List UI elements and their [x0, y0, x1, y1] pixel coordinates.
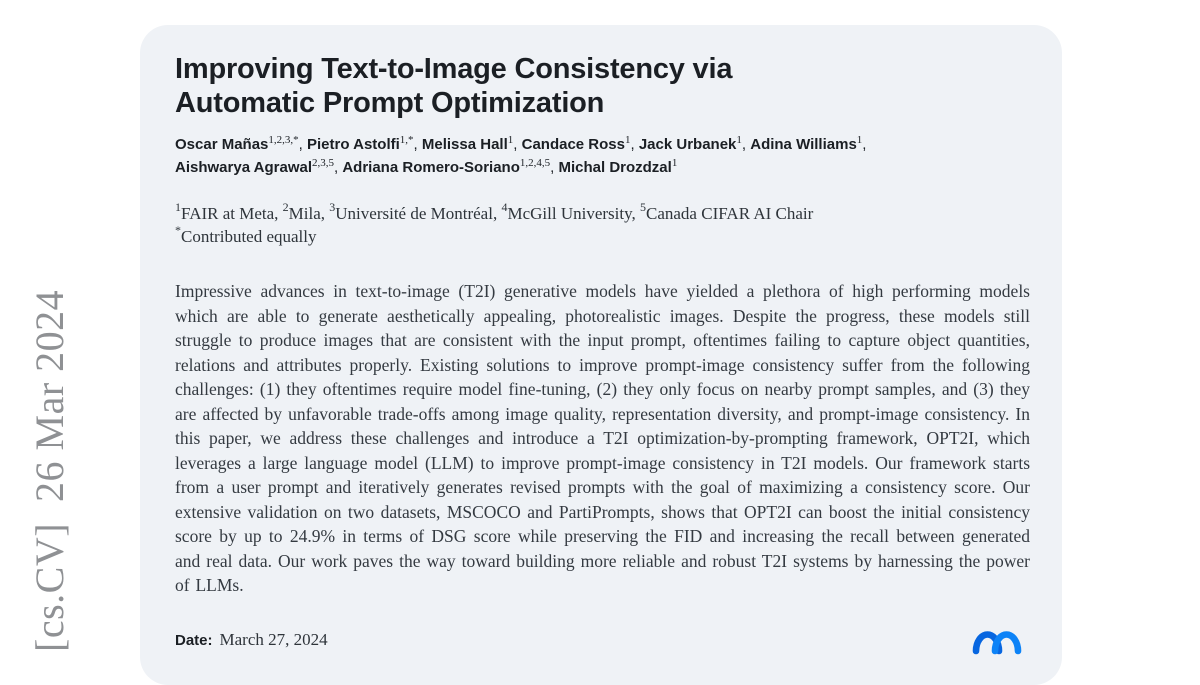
date-line [175, 630, 1030, 650]
author: Adina Williams$^1$, [750, 133, 867, 153]
abstract-text: Impressive advances in text-to-image (T2I) generative models have yielded a plethora of high performing models which are able to generate aesthetically appealing, photorealistic images. Despite the progress, these models still struggle to produce images that are consistent with the input prompt, oftentimes failing to capture object quantities, relations and attributes properly. Existing solutions to improve prompt-image consistency suffer from the following challenges: (1) they oftentimes require model fine-tuning, (2) they only focus on nearby prompt samples, and (3) they are affected by unfavorable trade-offs among image quality, representation diversity, and prompt-image consistency. In this paper, we address these challenges and introduce a T2I optimization-by-prompting framework, OPT2I, which leverages a large language model (LLM) to improve prompt-image consistency in T2I models. Our framework starts from a user prompt and iteratively generates revised prompts with the goal of maximizing a consistency score. Our extensive validation on two datasets, MSCOCO and PartiPrompts, shows that OPT2I can boost the initial consistency score by up to 24.9% in terms of DSG score while preserving the FID and increasing the recall between generated and real data. Our work paves the way toward building more reliable and robust T2I systems by harnessing the power of LLMs. [175, 281, 1030, 595]
date-label: Date: [175, 631, 213, 649]
affiliation: $^2$Mila, [282, 200, 330, 223]
paper-card [140, 25, 1062, 685]
author: Jack Urbanek$^1$, [638, 133, 751, 153]
date-value: March 27, 2024 [219, 629, 328, 649]
contributed-equally-note: *Contributed equally [175, 223, 317, 246]
affiliation: $^5$Canada CIFAR AI Chair [640, 200, 814, 223]
author: Aishwarya Agrawal$^{2,3,5}$, [175, 156, 343, 176]
author: Pietro Astolfi$^{1,*}$, [306, 133, 422, 153]
affiliation: $^1$FAIR at Meta, [175, 200, 283, 223]
arxiv-banner: [cs.CV] 26 Mar 2024 [27, 289, 72, 652]
affiliation: $^3$Université de Montréal, [329, 200, 502, 223]
page-title [175, 52, 1030, 120]
author-list [175, 134, 1030, 180]
author: Candace Ross$^1$, [521, 133, 639, 153]
affiliation-list [175, 202, 1030, 248]
author: Oscar Mañas$^{1,2,3,*}$, [175, 133, 307, 153]
author: Michal Drozdzal$^1$ [558, 156, 678, 176]
author: Adriana Romero-Soriano$^{1,2,4,5}$, [342, 156, 559, 176]
meta-logo-icon [971, 630, 1023, 664]
author: Melissa Hall$^1$, [421, 133, 522, 153]
title-line-2: Automatic Prompt Optimization [175, 87, 605, 119]
affiliation: $^4$McGill University, [501, 200, 640, 223]
title-line-1: Improving Text-to-Image Consistency via [175, 53, 733, 85]
